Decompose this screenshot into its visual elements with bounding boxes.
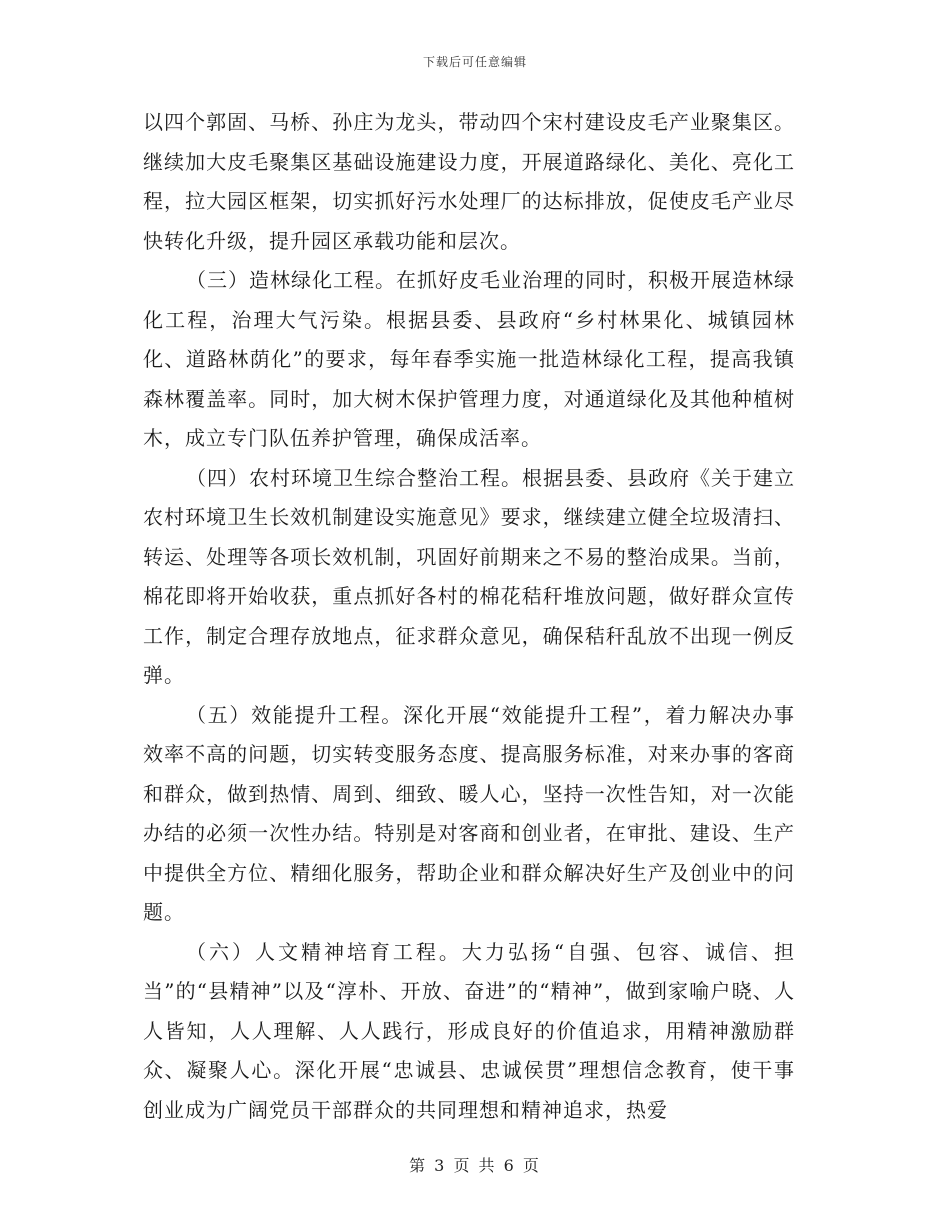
paragraph: （六）人文精神培育工程。大力弘扬“自强、包容、诚信、担当”的“县精神”以及“淳朴、开放、奋进”的“精神”，做到家喻户晓、人人皆知，人人理解、人人践行，形成良好的价值追求，用精神激励群众、凝聚人心。深化开展“忠诚县、忠诚侯贯”理想信念教育，使干事创业成为广阔党员干部群众的共同理想和精神追求，热爱 xyxy=(143,939,795,1122)
paragraph: （五）效能提升工程。深化开展“效能提升工程”，着力解决办事效率不高的问题，切实转变服务态度、提高服务标准，对来办事的客商和群众，做到热情、周到、细致、暖人心，坚持一次性告知，对一次能办结的必须一次性办结。特别是对客商和创业者，在审批、建设、生产中提供全方位、精细化服务，帮助企业和群众解决好生产及创业中的问题。 xyxy=(143,702,795,924)
page-header: 下载后可任意编辑 xyxy=(422,55,527,69)
paragraph: 以四个郭固、马桥、孙庄为龙头，带动四个宋村建设皮毛产业聚集区。继续加大皮毛聚集区基础设施建设力度，开展道路绿化、美化、亮化工程，拉大园区框架，切实抓好污水处理厂的达标排放，促使皮毛产业尽快转化升级，提升园区承载功能和层次。 xyxy=(143,110,795,253)
document-body xyxy=(143,103,795,1130)
page-number: 第 3 页 共 6 页 xyxy=(409,1156,541,1175)
paragraph: （四）农村环境卫生综合整治工程。根据县委、县政府《关于建立农村环境卫生长效机制建设实施意见》要求，继续建立健全垃圾清扫、转运、处理等各项长效机制，巩固好前期来之不易的整治成果。当前，棉花即将开始收获，重点抓好各村的棉花秸秆堆放问题，做好群众宣传工作，制定合理存放地点，征求群众意见，确保秸秆乱放不出现一例反弹。 xyxy=(143,465,795,687)
paragraph: （三）造林绿化工程。在抓好皮毛业治理的同时，积极开展造林绿化工程，治理大气污染。根据县委、县政府“乡村林果化、城镇园林化、道路林荫化”的要求，每年春季实施一批造林绿化工程，提高我镇森林覆盖率。同时，加大树木保护管理力度，对通道绿化及其他种植树木，成立专门队伍养护管理，确保成活率。 xyxy=(143,268,795,450)
